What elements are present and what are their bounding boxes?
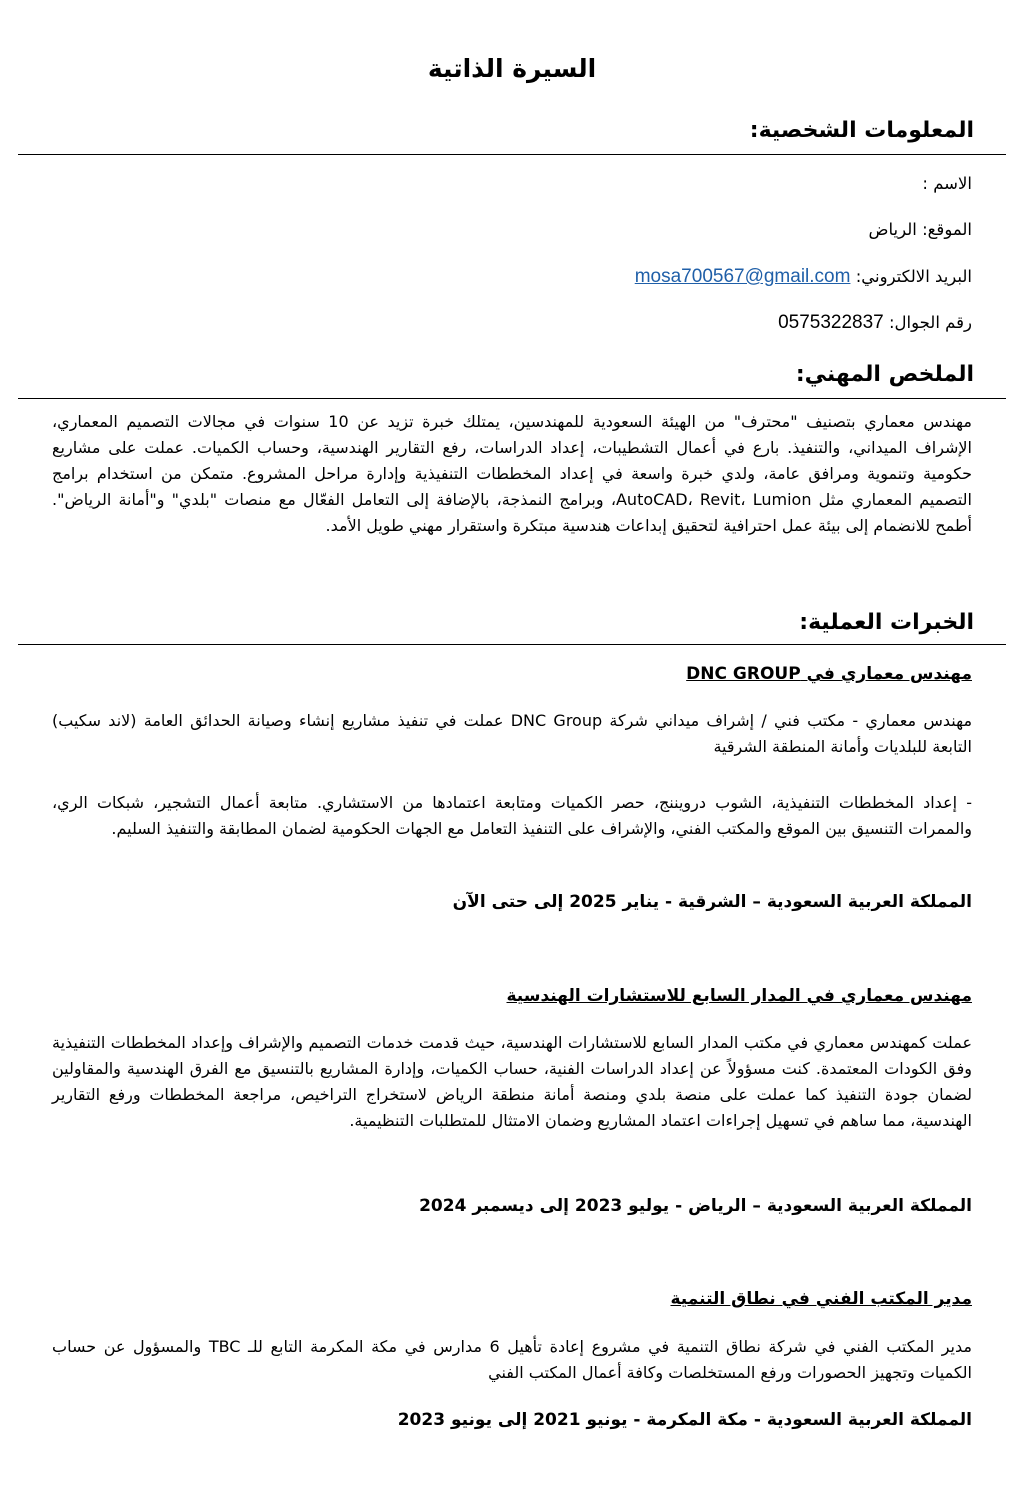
section-divider bbox=[18, 644, 1006, 645]
job-location-dates: المملكة العربية السعودية – الرياض - يوليو 2023 إلى ديسمبر 2024 bbox=[419, 1196, 972, 1216]
email-label: البريد الالكتروني: bbox=[855, 267, 972, 286]
personal-info-heading: المعلومات الشخصية: bbox=[749, 118, 974, 143]
job-description: - إعداد المخططات التنفيذية، الشوب درويننج، حصر الكميات ومتابعة اعتمادها من الاستشاري. متابعة أعمال التشجير، شبكات الري، والممرات التنسيق بين الموقع والمكتب الفني، والإشراف على التنفيذ التعامل مع الجهات الحكومية لضمان المطابقة والتنفيذ السليم. bbox=[52, 793, 972, 838]
experience-heading: الخبرات العملية: bbox=[799, 610, 974, 635]
job-description: عملت كمهندس معماري في مكتب المدار السابع للاستشارات الهندسية، حيث قدمت خدمات التصميم والإشراف وإعداد المخططات التنفيذية وفق الكودات المعتمدة. كنت مسؤولاً عن إعداد الدراسات الفنية، حساب الكميات، وإدارة المشاريع بالتنسيق مع الفرق الهندسية والمقاولين لضمان جودة التنفيذ كما عملت على منصة بلدي ومنصة أمانة منطقة الرياض لاستخراج التراخيص، مراجعة المخططات ورفع التقارير الهندسية، مما ساهم في تسهيل إجراءات اعتماد المشاريع وضمان الامتثال للمتطلبات التنظيمية. bbox=[52, 1033, 972, 1130]
job-title: مهندس معماري في المدار السابع للاستشارات الهندسية bbox=[506, 986, 972, 1006]
email-link[interactable]: mosa700567@gmail.com bbox=[634, 266, 851, 287]
job-description: مدير المكتب الفني في شركة نطاق التنمية في مشروع إعادة تأهيل 6 مدارس في مكة المكرمة التابع للـ TBC والمسؤول عن حساب الكميات وتجهيز الحصورات ورفع المستخلصات وكافة أعمال المكتب الفني bbox=[52, 1337, 972, 1382]
phone-value: 0575322837 bbox=[778, 312, 884, 333]
job-location-dates: المملكة العربية السعودية – الشرقية - يناير 2025 إلى حتى الآن bbox=[452, 892, 972, 912]
name-label: الاسم : bbox=[922, 174, 972, 193]
job-title: مهندس معماري في DNC GROUP bbox=[686, 664, 972, 684]
phone-label: رقم الجوال: bbox=[889, 313, 972, 332]
email-field bbox=[635, 266, 972, 288]
job-location-dates: المملكة العربية السعودية - مكة المكرمة - يونيو 2021 إلى يونيو 2023 bbox=[397, 1410, 972, 1430]
summary-text: مهندس معماري بتصنيف "محترف" من الهيئة السعودية للمهندسين، يمتلك خبرة تزيد عن 10 سنوات في مجالات التصميم المعماري، الإشراف الميداني، والتنفيذ. بارع في أعمال التشطيبات، إعداد الدراسات، رفع التقارير الهندسية، وحساب الكميات. عملت على مشاريع حكومية وتنموية ومرافق عامة، ولدي خبرة واسعة في إعداد المخططات التنفيذية وإدارة مراحل المشروع. متمكن من استخدام برامج التصميم المعماري مثل AutoCAD، Revit، Lumion، وبرامج النمذجة، بالإضافة إلى التعامل الفعّال مع منصات "بلدي" و"أمانة الرياض". أطمح للانضمام إلى بيئة عمل احترافية لتحقيق إبداعات هندسية مبتكرة واستقرار مهني طويل الأمد. bbox=[52, 412, 973, 535]
document-title: السيرة الذاتية bbox=[427, 54, 597, 83]
name-field bbox=[922, 174, 972, 193]
section-divider bbox=[18, 154, 1006, 155]
location-value: الرياض bbox=[868, 220, 917, 239]
section-divider bbox=[18, 398, 1006, 399]
summary-heading: الملخص المهني: bbox=[795, 362, 974, 387]
phone-field bbox=[778, 312, 972, 334]
location-label: الموقع: bbox=[922, 220, 972, 239]
job-title: مدير المكتب الفني في نطاق التنمية bbox=[670, 1289, 972, 1309]
job-description: مهندس معماري - مكتب فني / إشراف ميداني شركة DNC Group عملت في تنفيذ مشاريع إنشاء وصيانة الحدائق العامة (لاند سكيب) التابعة للبلديات وأمانة المنطقة الشرقية bbox=[52, 711, 973, 756]
location-field bbox=[869, 220, 972, 239]
